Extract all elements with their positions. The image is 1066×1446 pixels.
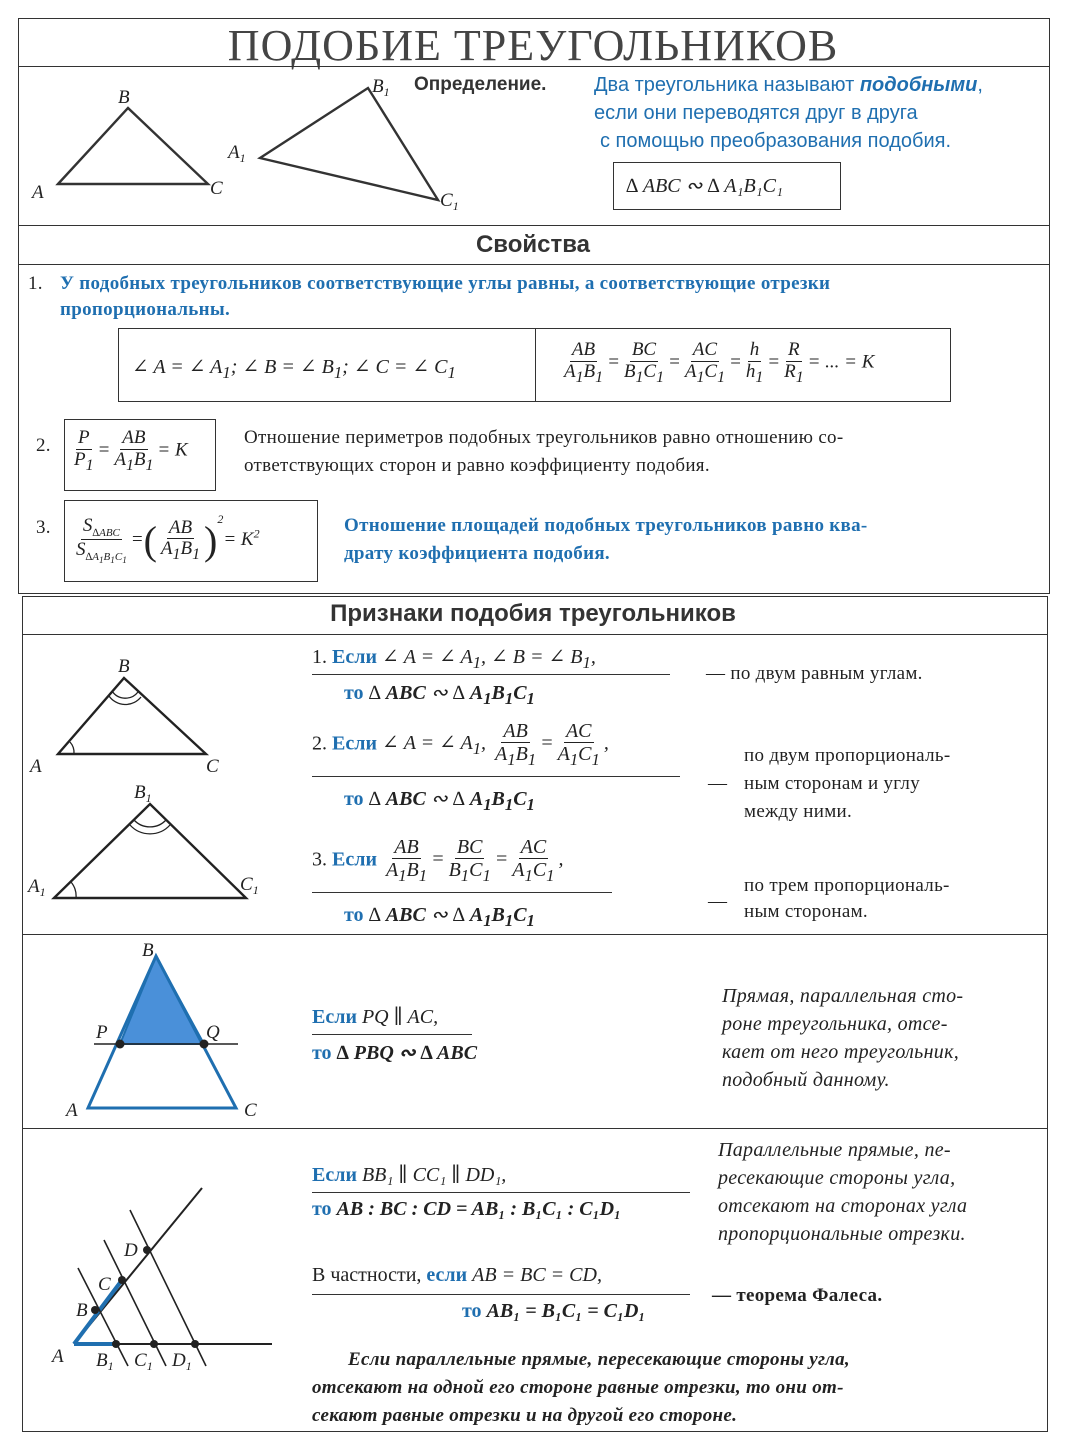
svg-text:C1: $C_1$: [134, 1350, 153, 1373]
parallel-condition: Если PQ ∥ AC,: [312, 1006, 439, 1028]
divider: [18, 264, 1050, 265]
criterion-3-dash: —: [708, 891, 728, 912]
definition-label: Определение.: [414, 74, 547, 95]
criterion-2-dash: —: [708, 773, 728, 794]
criteria-triangles: [24, 650, 284, 910]
property-2-number: 2.: [36, 435, 51, 456]
thales-line: [312, 1192, 690, 1193]
criterion-2-condition: 2. Если ∠ A = ∠ $A_1$, $\frac{AB}{A_1B_1}$ = $\frac{AC}{A_1C_1}$ ,: [312, 720, 609, 769]
thales-footer2: отсекают на одной его стороне равные отрезки, то они от-: [312, 1377, 844, 1398]
thales-footer1: Если параллельные прямые, пересекающие стороны угла,: [348, 1349, 850, 1370]
property-2-line2: ответствующих сторон и равно коэффициенту подобия.: [244, 455, 710, 476]
svg-text:B: B: [142, 940, 154, 961]
divider: [22, 634, 1048, 635]
property-1-line2: пропорциональны.: [60, 299, 231, 320]
properties-heading: Свойства: [475, 231, 591, 258]
area-formula: $\frac{S_{\Delta ABC}}{S_{\Delta A_1B_1C_1}}$ =( $\frac{AB}{A_1B_1}$ )$^2= K^2$: [76, 512, 260, 566]
svg-text:B: B: [76, 1300, 88, 1321]
svg-text:A: A: [30, 756, 42, 777]
parallel-desc2: роне треугольника, отсе-: [722, 1013, 948, 1035]
thales-theorem: — теорема Фалеса.: [712, 1285, 883, 1306]
svg-text:A: A: [66, 1100, 78, 1121]
criterion-1-condition: 1. Если ∠ A = ∠ $A_1$, ∠ B = ∠ $B_1$,: [312, 646, 596, 672]
perimeter-formula: $\frac{P}{P_1}$ = $\frac{AB}{A_1B_1}$ = K: [74, 427, 188, 474]
label-B: B: [118, 87, 130, 108]
property-3-line1: Отношение площадей подобных треугольников равно ква-: [344, 515, 868, 536]
parallel-line: [312, 1034, 472, 1035]
label-A: A: [32, 182, 44, 203]
thales-particular-conclusion: то AB₁ = B₁C₁ = C₁D₁: [462, 1300, 646, 1322]
criterion-1-description: — по двум равным углам.: [706, 663, 923, 684]
criterion-3-conclusion: то ∆ ABC ∾ ∆ $A_1B_1C_1$: [344, 904, 535, 930]
criterion-3-line: [312, 892, 612, 893]
parallel-desc1: Прямая, параллельная сто-: [722, 985, 964, 1007]
svg-text:D1: $D_1$: [172, 1350, 192, 1373]
parallel-conclusion: то ∆ PBQ ∾ ∆ ABC: [312, 1042, 478, 1064]
svg-text:C1: $C_1$: [240, 874, 259, 897]
label-C1: $C_1$: [440, 190, 459, 213]
svg-text:B1: $B_1$: [134, 782, 152, 805]
thales-desc1: Параллельные прямые, пе-: [718, 1139, 951, 1161]
svg-text:C: C: [244, 1100, 257, 1121]
definition-formula: ∆ ABC ∾ ∆ A₁B₁C₁: [626, 175, 783, 197]
divider: [18, 66, 1050, 67]
property-3-line2: драту коэффициента подобия.: [344, 543, 610, 564]
criterion-2-desc2: ным сторонам и углу: [744, 773, 920, 794]
divider: [18, 225, 1050, 226]
criterion-2-desc1: по двум пропорциональ-: [744, 745, 951, 766]
parallel-desc4: подобный данному.: [722, 1069, 890, 1091]
label-A1: $A_1$: [228, 142, 246, 165]
thales-particular: В частности, если AB = BC = CD,: [312, 1264, 602, 1286]
divider: [22, 1128, 1048, 1129]
definition-line3: с помощью преобразования подобия.: [600, 130, 952, 152]
svg-text:B: B: [118, 656, 130, 677]
criterion-1-conclusion: то ∆ ABC ∾ ∆ $A_1B_1C_1$: [344, 682, 535, 708]
parallel-desc3: кает от него треугольник,: [722, 1041, 960, 1063]
svg-text:C: C: [98, 1274, 111, 1295]
svg-text:B1: $B_1$: [96, 1350, 114, 1373]
parallel-triangle: [60, 938, 280, 1124]
thales-condition: Если BB₁ ∥ CC₁ ∥ DD₁,: [312, 1164, 507, 1186]
criterion-1-line: [312, 674, 670, 675]
ratios-formula: $\frac{AB}{A_1B_1}$ = $\frac{BC}{B_1C_1}$ = $\frac{AC}{A_1C_1}$ = $\frac{h}{h_1}$ = $\frac{R}{R_1}$ = ... = K: [564, 339, 875, 386]
svg-text:P: P: [96, 1022, 108, 1043]
definition-line1: Два треугольника называют подобными,: [594, 74, 983, 96]
svg-text:C: C: [206, 756, 219, 777]
criterion-3-desc2: ным сторонам.: [744, 901, 868, 922]
svg-text:Q: Q: [206, 1022, 220, 1043]
criterion-2-line: [312, 776, 680, 777]
criterion-2-conclusion: то ∆ ABC ∾ ∆ $A_1B_1C_1$: [344, 788, 535, 814]
criterion-3-desc1: по трем пропорциональ-: [744, 875, 950, 896]
svg-text:A1: $A_1$: [28, 876, 46, 899]
label-C: C: [210, 178, 223, 199]
property-3-number: 3.: [36, 517, 51, 538]
angles-formula: ∠ A = ∠ $A_1$; ∠ B = ∠ $B_1$; ∠ C = ∠ $C_1$: [132, 356, 456, 382]
definition-triangles: [20, 70, 480, 220]
criterion-2-desc3: между ними.: [744, 801, 853, 822]
thales-desc3: отсекают на сторонах угла: [718, 1195, 968, 1217]
svg-text:D: D: [124, 1240, 138, 1261]
criteria-heading: Признаки подобия треугольников: [330, 600, 736, 627]
thales-diagram: [44, 1180, 284, 1380]
thales-conclusion: то AB : BC : CD = AB₁ : B₁C₁ : C₁D₁: [312, 1198, 622, 1220]
thales-particular-line: [312, 1294, 690, 1295]
property-1-line1: У подобных треугольников соответствующие углы равны, а соответствующие отрезки: [60, 273, 831, 294]
property-2-line1: Отношение периметров подобных треугольников равно отношению со-: [244, 427, 844, 448]
svg-text:A: A: [52, 1346, 64, 1367]
criterion-3-condition: 3. Если $\frac{AB}{A_1B_1}$ = $\frac{BC}{B_1C_1}$ = $\frac{AC}{A_1C_1}$ ,: [312, 836, 564, 885]
thales-footer3: секают равные отрезки и на другой его стороне.: [312, 1405, 738, 1426]
definition-line2: если они переводятся друг в друга: [594, 102, 918, 124]
thales-desc4: пропорциональные отрезки.: [718, 1223, 966, 1245]
page-title: ПОДОБИЕ ТРЕУГОЛЬНИКОВ: [227, 21, 839, 70]
label-B1: $B_1$: [372, 76, 390, 99]
property-1-number: 1.: [28, 273, 43, 294]
divider: [22, 934, 1048, 935]
thales-desc2: ресекающие стороны угла,: [718, 1167, 956, 1189]
